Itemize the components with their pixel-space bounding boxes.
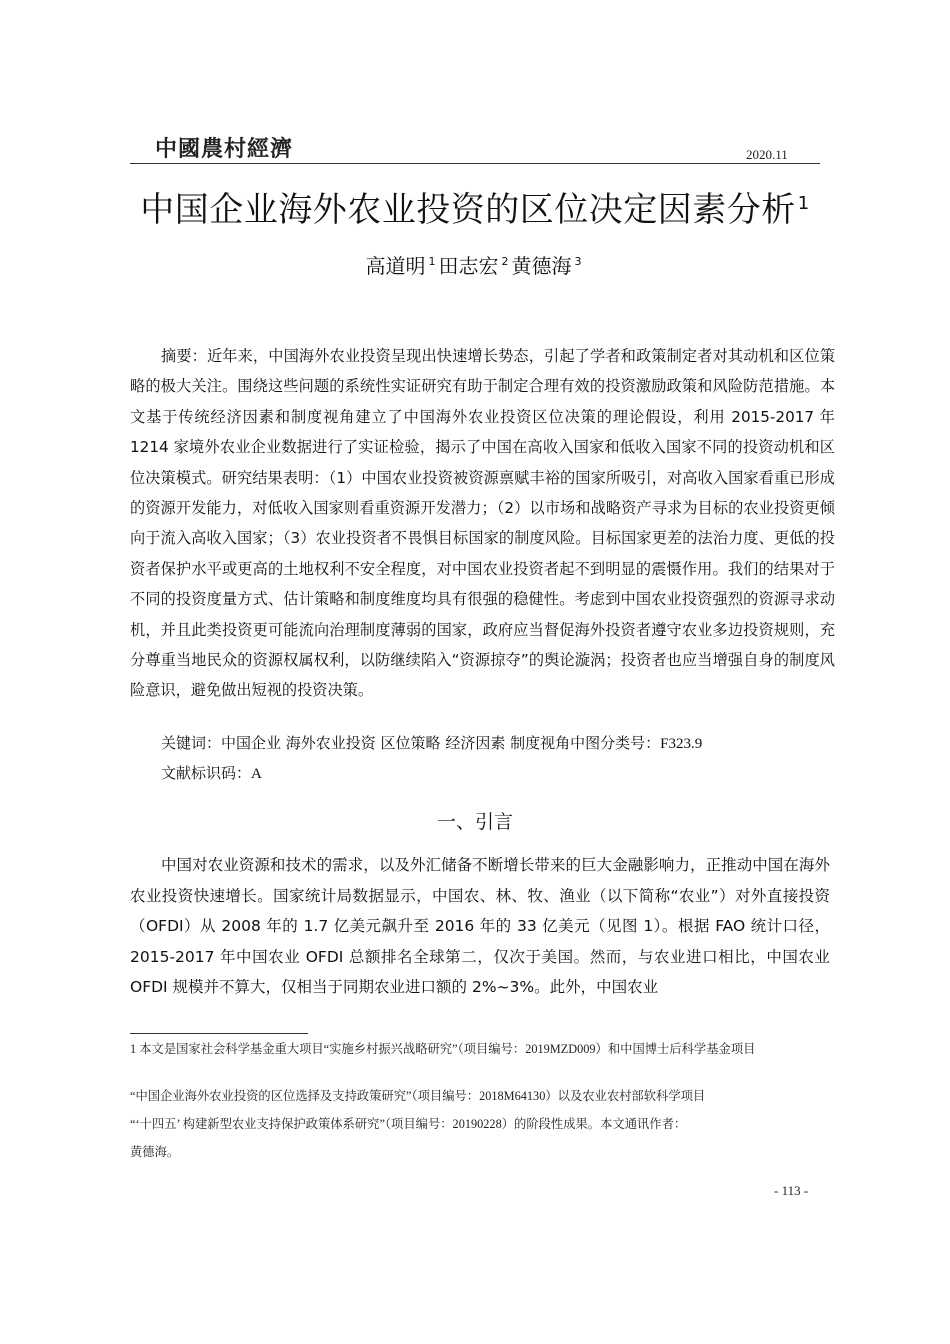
document-code-line: [161, 758, 262, 789]
author-list: [0, 250, 950, 279]
issue-date: 2020.11: [746, 147, 788, 162]
document-code-label: 文献标识码：: [161, 764, 252, 782]
clc-label: 中图分类号：: [570, 734, 661, 752]
intro-paragraph: 中国对农业资源和技术的需求，以及外汇储备不断增长带来的巨大金融影响力，正推动中国在海外农业投资快速增长。国家统计局数据显示，中国农、林、牧、渔业（以下简称“农业”）对外直接投资（OFDI）从 2008 年的 1.7 亿美元飙升至 2016 年的 33 亿美元（见图 1）。根据 FAO 统计口径，2015-2017 年中国农业 OFDI 总额排名全球第二，仅次于美国。然而，与农业进口相比，中国农业 OFDI 规模并不算大，仅相当于同期农业进口额的 2%~3%。此外，中国农业: [130, 856, 830, 996]
author-name: 高道明: [365, 254, 426, 278]
journal-logo: 中國農村經濟: [155, 136, 294, 162]
section-heading: 一、引言: [436, 811, 513, 833]
title-footnote-mark: 1: [797, 192, 810, 214]
keywords-line: [161, 728, 702, 759]
title-text: 中国企业海外农业投资的区位决定因素分析: [140, 190, 796, 230]
clc-value: F323.9: [660, 736, 703, 752]
footnote-line: “中国企业海外农业投资的区位选择及支持政策研究”（项目编号：2018M64130）以及农业农村部软科学项目: [130, 1089, 706, 1103]
abstract-text: 近年来，中国海外农业投资呈现出快速增长势态，引起了学者和政策制定者对其动机和区位策略的极大关注。围绕这些问题的系统性实证研究有助于制定合理有效的投资激励政策和风险防范措施。本文基于传统经济因素和制度视角建立了中国海外农业投资区位决策的理论假设，利用 2015-2017 年 1214 家境外农业企业数据进行了实证检验，揭示了中国在高收入国家和低收入国家不同的投资动机和区位决策模式。研究结果表明：（1）中国农业投资被资源禀赋丰裕的国家所吸引，对高收入国家看重已形成的资源开发能力，对低收入国家则看重资源开发潜力；（2）以市场和战略资产寻求为目标的农业投资更倾向于流入高收入国家；（3）农业投资者不畏惧目标国家的制度风险。目标国家更差的法治力度、更低的投资者保护水平或更高的土地权利不安全程度，对中国农业投资者起不到明显的震慑作用。我们的结果对于不同的投资度量方式、估计策略和制度维度均具有很强的稳健性。考虑到中国农业投资强烈的资源寻求动机，并且此类投资更可能流向治理制度薄弱的国家，政府应当督促海外投资者遵守农业多边投资规则，充分尊重当地民众的资源权属权利，以防继续陷入“资源掠夺”的舆论漩涡；投资者也应当增强自身的制度风险意识，避免做出短视的投资决策。: [130, 347, 836, 700]
footnote-line: 黄德海。: [130, 1145, 180, 1159]
article-title: [0, 182, 950, 231]
page-number: - 113 -: [774, 1183, 809, 1198]
abstract: [130, 341, 835, 706]
author-affiliation-mark: 1: [428, 255, 436, 269]
keywords-label: 关键词：: [161, 734, 222, 752]
author-affiliation-mark: 2: [501, 255, 509, 269]
author-affiliation-mark: 3: [574, 255, 582, 269]
author-name: 田志宏: [438, 254, 499, 278]
footnote-divider: [130, 1033, 308, 1034]
footnote-line: “‘十四五’ 构建新型农业支持保护政策体系研究”（项目编号：20190228）的阶段性成果。本文通讯作者：: [130, 1117, 687, 1131]
abstract-label: 摘要：: [161, 347, 207, 365]
keywords-text: 中国企业 海外农业投资 区位策略 经济因素 制度视角: [221, 734, 571, 752]
header-divider: [130, 163, 820, 164]
footnote-line: 1 本文是国家社会科学基金重大项目“实施乡村振兴战略研究”（项目编号：2019MZD009）和中国博士后科学基金项目: [130, 1042, 756, 1056]
author-name: 黄德海: [511, 254, 572, 278]
document-code-value: A: [251, 766, 262, 782]
